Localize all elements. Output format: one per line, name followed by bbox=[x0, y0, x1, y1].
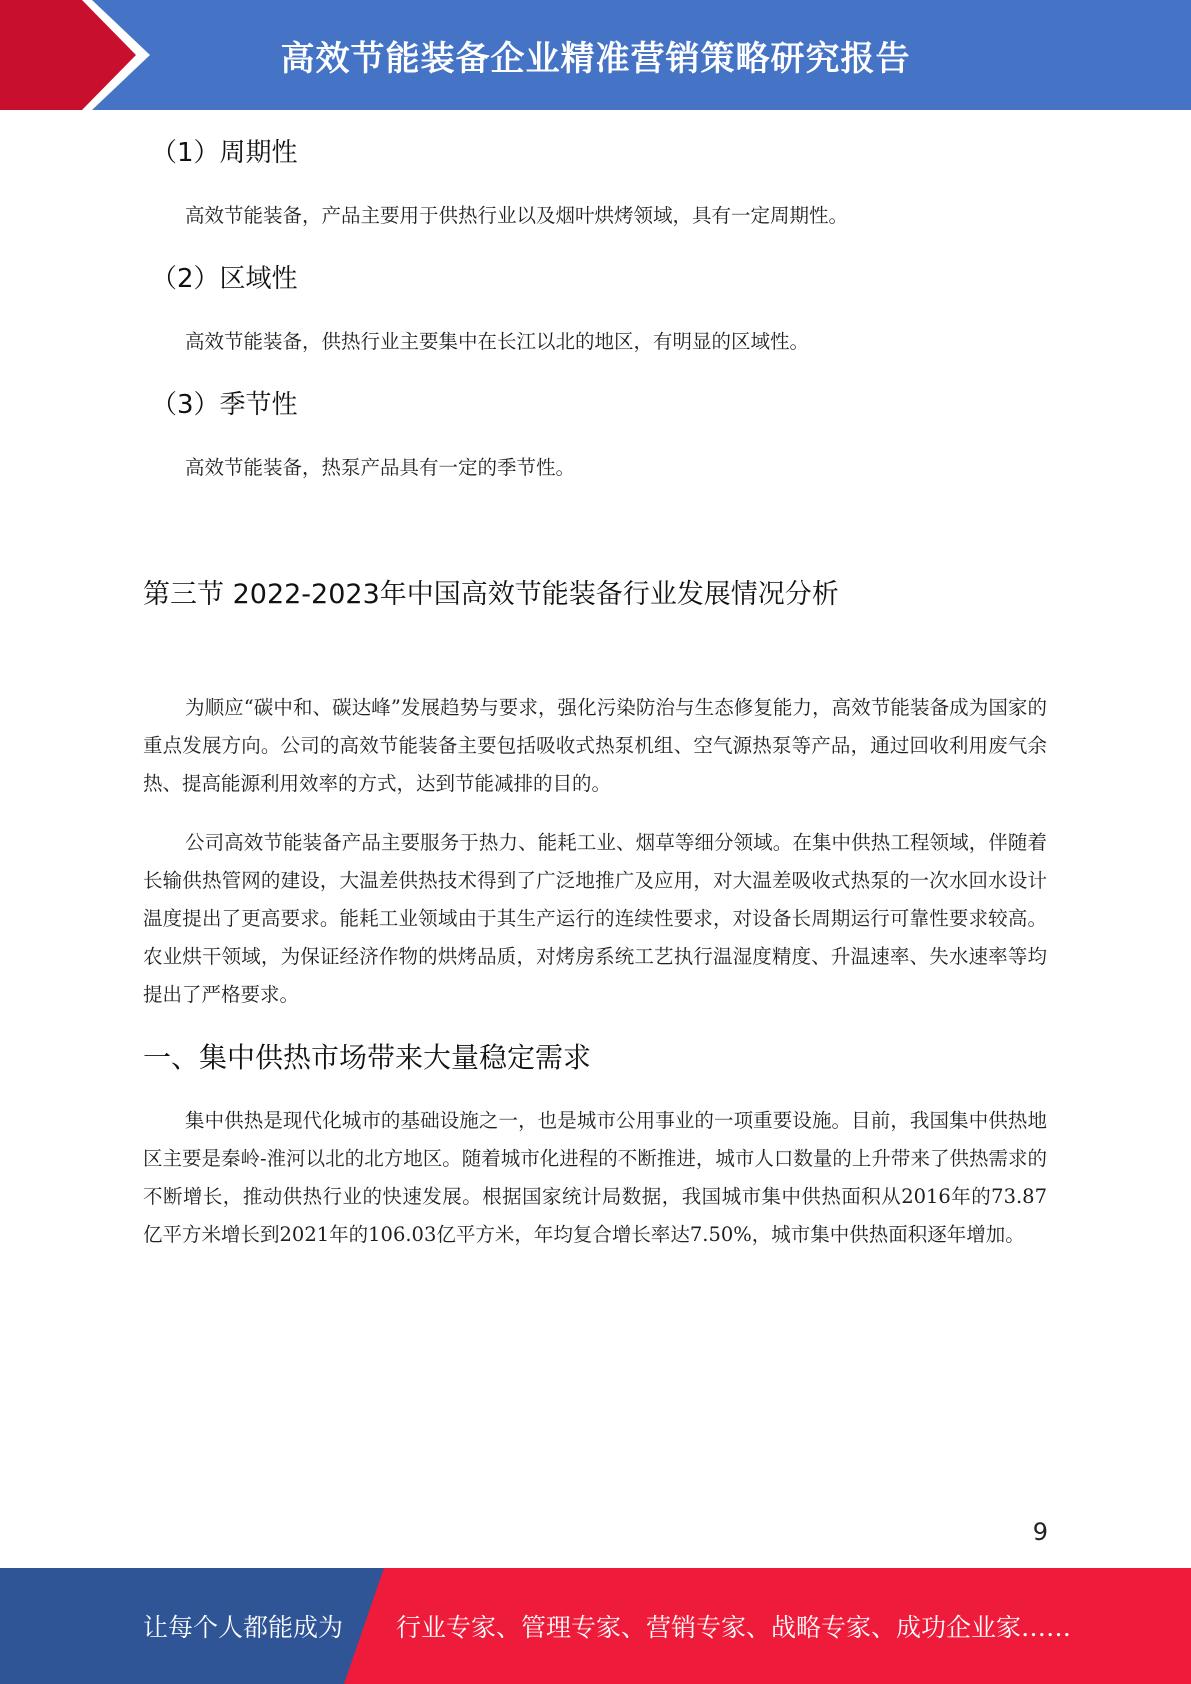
paragraph-regional: 高效节能装备，供热行业主要集中在长江以北的地区，有明显的区域性。 bbox=[185, 330, 810, 353]
heading-cyclical: （1）周期性 bbox=[151, 138, 298, 168]
page-number: 9 bbox=[1032, 1518, 1048, 1546]
paragraph-seasonal: 高效节能装备，热泵产品具有一定的季节性。 bbox=[185, 456, 576, 479]
page-footer bbox=[0, 1568, 1191, 1684]
heading-regional: （2）区域性 bbox=[151, 264, 298, 294]
footer-slogan-right: 行业专家、管理专家、营销专家、战略专家、成功企业家…… bbox=[396, 1613, 1072, 1642]
page-header bbox=[0, 0, 1191, 110]
footer-slogan-left: 让每个人都能成为 bbox=[143, 1613, 344, 1642]
part-title: 一、集中供热市场带来大量稳定需求 bbox=[143, 1041, 592, 1074]
section-title: 第三节 2022-2023年中国高效节能装备行业发展情况分析 bbox=[143, 579, 839, 610]
paragraph-services: 公司高效节能装备产品主要服务于热力、能耗工业、烟草等细分领域。在集中供热工程领域，伴随着长输供热管网的建设，大温差供热技术得到了广泛地推广及应用，对大温差吸收式热泵的一次水回水设计温度提出了更高要求。能耗工业领域由于其生产运行的连续性要求，对设备长周期运行可靠性要求较高。农业烘干领域，为保证经济作物的烘烤品质，对烤房系统工艺执行温湿度精度、升温速率、失水速率等均提出了严格要求。 bbox=[143, 831, 1047, 1006]
report-title: 高效节能装备企业精准营销策略研究报告 bbox=[280, 38, 911, 79]
header-arrow-decoration bbox=[0, 0, 150, 110]
paragraph-cyclical: 高效节能装备，产品主要用于供热行业以及烟叶烘烤领域，具有一定周期性。 bbox=[185, 204, 849, 227]
paragraph-intro: 为顺应“碳中和、碳达峰”发展趋势与要求，强化污染防治与生态修复能力，高效节能装备成为国家的重点发展方向。公司的高效节能装备主要包括吸收式热泵机组、空气源热泵等产品，通过回收利用废气余热、提高能源利用效率的方式，达到节能减排的目的。 bbox=[143, 696, 1047, 795]
heading-seasonal: （3）季节性 bbox=[151, 390, 298, 420]
paragraph-heating: 集中供热是现代化城市的基础设施之一，也是城市公用事业的一项重要设施。目前，我国集中供热地区主要是秦岭-淮河以北的北方地区。随着城市化进程的不断推进，城市人口数量的上升带来了供热需求的不断增长，推动供热行业的快速发展。根据国家统计局数据，我国城市集中供热面积从2016年的73.87亿平方米增长到2021年的106.03亿平方米，年均复合增长率达7.50%，城市集中供热面积逐年增加。 bbox=[143, 1109, 1047, 1246]
